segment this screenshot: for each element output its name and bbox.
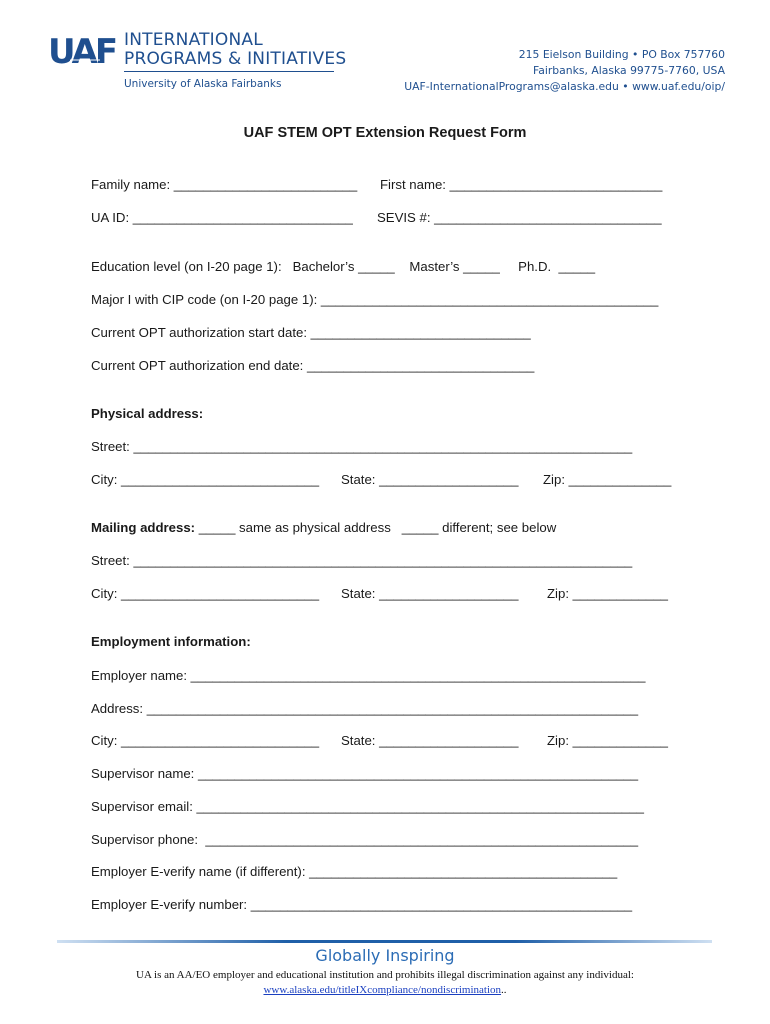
employer-name-field: Employer name: ______________________________________________________________ [91,668,646,683]
physical-state-field: State: ___________________ [341,472,519,487]
mailing-zip-field: Zip: _____________ [547,586,668,601]
nondiscrimination-link-row [0,984,770,996]
footer-divider [57,940,712,943]
first-name-field: First name: _____________________________ [380,177,663,192]
mailing-address-row [91,520,556,535]
opt-start-date-field: Current OPT authorization start date: ______________________________ [91,325,531,340]
mailing-address-options: _____ same as physical address _____ different; see below [195,520,557,535]
employment-heading: Employment information: [91,634,251,649]
mailing-street-field: Street: ____________________________________________________________________ [91,553,633,568]
org-title-line2: PROGRAMS & INITIATIVES [124,49,347,69]
employer-zip-field: Zip: _____________ [547,733,668,748]
physical-zip-field: Zip: ______________ [543,472,672,487]
education-level-field: Education level (on I-20 page 1): Bachelor’s _____ Master’s _____ Ph.D. _____ [91,259,596,274]
physical-city-field: City: ___________________________ [91,472,320,487]
mailing-city-field: City: ___________________________ [91,586,320,601]
employer-city-field: City: ___________________________ [91,733,320,748]
major-cip-field: Major I with CIP code (on I-20 page 1): ______________________________________________ [91,292,659,307]
nondiscrimination-link[interactable]: www.alaska.edu/titleIXcompliance/nondiscrimination [263,984,502,996]
employer-address-field: Address: ___________________________________________________________________ [91,701,639,716]
mailing-state-field: State: ___________________ [341,586,519,601]
logo-divider [124,71,334,72]
form-title: UAF STEM OPT Extension Request Form [243,125,527,141]
nondiscrimination-notice: UA is an AA/EO employer and educational institution and prohibits illegal discrimination against any individual: [136,969,634,981]
ua-id-field: UA ID: ______________________________ [91,210,353,225]
supervisor-name-field: Supervisor name: ____________________________________________________________ [91,766,639,781]
university-name: University of Alaska Fairbanks [124,78,282,90]
link-suffix: .. [501,984,507,996]
svg-text:UAF: UAF [48,32,116,70]
slogan: Globally Inspiring [315,946,455,965]
supervisor-phone-field: Supervisor phone: ___________________________________________________________ [91,832,639,847]
physical-address-heading: Physical address: [91,406,204,421]
everify-number-field: Employer E-verify number: ____________________________________________________ [91,897,633,912]
uaf-logo [48,30,120,70]
family-name-field: Family name: _________________________ [91,177,358,192]
opt-end-date-field: Current OPT authorization end date: _______________________________ [91,358,535,373]
employer-state-field: State: ___________________ [341,733,519,748]
address-line-1: 215 Eielson Building • PO Box 757760 [518,48,725,61]
supervisor-email-field: Supervisor email: _____________________________________________________________ [91,799,644,814]
sevis-field: SEVIS #: _______________________________ [377,210,662,225]
address-line-2: Fairbanks, Alaska 99775-7760, USA [533,64,725,77]
mailing-address-heading: Mailing address: [91,520,196,535]
everify-name-field: Employer E-verify name (if different): __________________________________________ [91,864,618,879]
physical-street-field: Street: ____________________________________________________________________ [91,439,633,454]
org-title-line1: INTERNATIONAL [124,30,263,50]
address-line-3: UAF-InternationalPrograms@alaska.edu • www.uaf.edu/oip/ [404,80,725,93]
